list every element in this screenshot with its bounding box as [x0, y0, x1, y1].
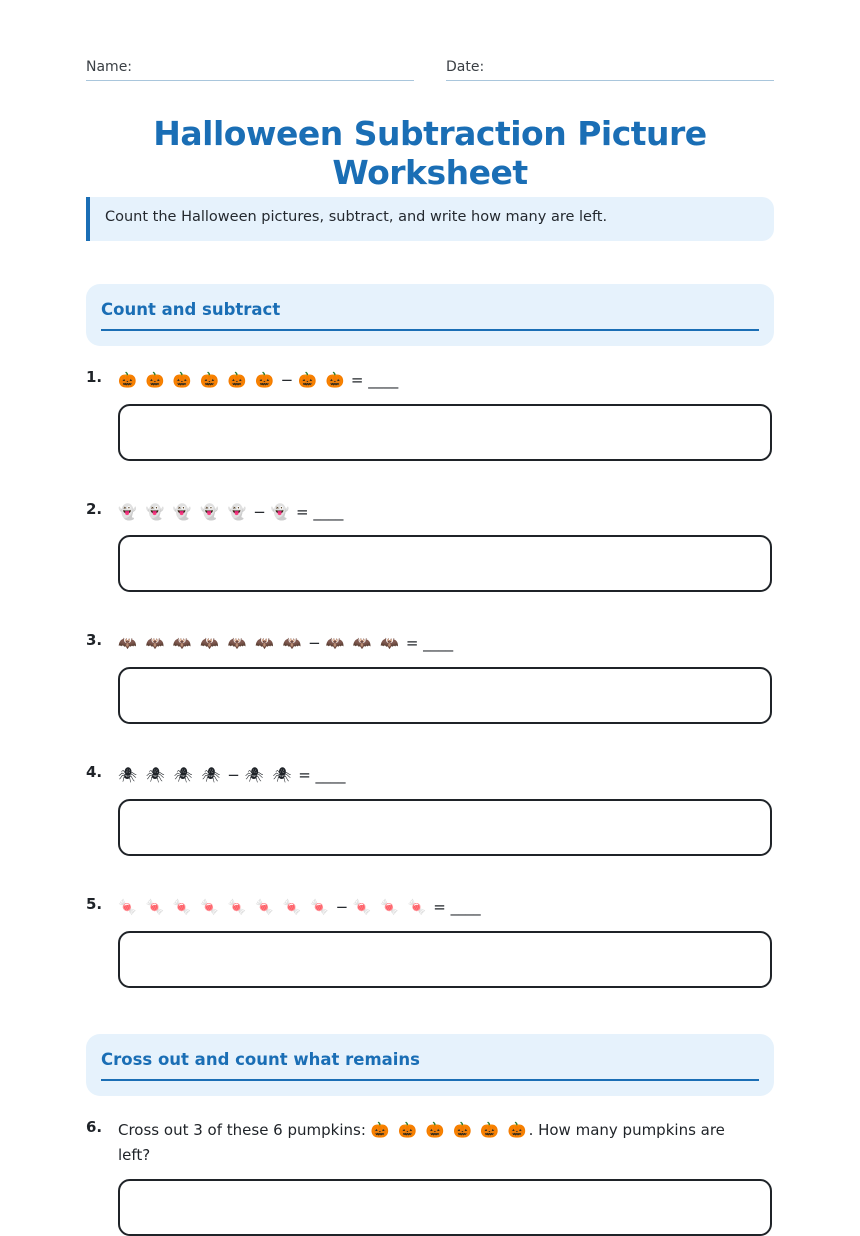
ghost-icons: 👻 👻 👻 👻 👻: [118, 503, 249, 521]
pumpkin-icons: 🎃 🎃 🎃 🎃 🎃 🎃: [370, 1121, 529, 1139]
question-prompt: [118, 500, 758, 525]
question-prompt: [118, 631, 758, 656]
question-number: 5.: [86, 895, 103, 913]
answer-box[interactable]: [118, 404, 772, 461]
section-title: Cross out and count what remains: [101, 1050, 420, 1069]
equals-blank: = ____: [346, 371, 399, 389]
name-field[interactable]: [86, 56, 414, 81]
candy-icons: 🍬 🍬 🍬: [352, 898, 429, 916]
candy-icons: 🍬 🍬 🍬 🍬 🍬 🍬 🍬 🍬: [118, 898, 331, 916]
question-prompt: [118, 895, 758, 920]
answer-box[interactable]: [118, 799, 772, 856]
pumpkin-icons: 🎃 🎃: [298, 371, 347, 389]
answer-box[interactable]: [118, 535, 772, 592]
question-prompt: [118, 1118, 748, 1168]
question-number: 2.: [86, 500, 103, 518]
equals-blank: = ____: [401, 634, 454, 652]
section-divider: [101, 329, 759, 331]
minus-sign: −: [222, 766, 245, 784]
spider-icons: 🕷 🕷: [244, 766, 294, 784]
header-fields: [86, 56, 774, 80]
question-number: 3.: [86, 631, 103, 649]
equals-blank: = ____: [428, 898, 481, 916]
date-field[interactable]: [446, 56, 774, 81]
pumpkin-icons: 🎃 🎃 🎃 🎃 🎃 🎃: [118, 371, 276, 389]
prompt-text-after: . How many pumpkins are left?: [118, 1121, 725, 1164]
answer-box[interactable]: [118, 1179, 772, 1236]
section-title: Count and subtract: [101, 300, 281, 319]
minus-sign: −: [248, 503, 271, 521]
equals-blank: = ____: [293, 766, 346, 784]
bat-icons: 🦇 🦇 🦇 🦇 🦇 🦇 🦇: [118, 634, 304, 652]
equals-blank: = ____: [291, 503, 344, 521]
minus-sign: −: [275, 371, 299, 389]
minus-sign: −: [303, 634, 326, 652]
section-divider: [101, 1079, 759, 1081]
instructions-box: [86, 197, 774, 241]
answer-box[interactable]: [118, 667, 772, 724]
spider-icons: 🕷 🕷 🕷 🕷: [118, 766, 223, 784]
prompt-text-before: Cross out 3 of these 6 pumpkins:: [118, 1121, 371, 1139]
bat-icons: 🦇 🦇 🦇: [325, 634, 402, 652]
page-title: Halloween Subtraction Picture Worksheet: [153, 114, 707, 192]
question-number: 1.: [86, 368, 103, 386]
instructions-text: Count the Halloween pictures, subtract, and write how many are left.: [105, 209, 608, 225]
answer-box[interactable]: [118, 931, 772, 988]
name-label: Name:: [86, 59, 133, 75]
date-label: Date:: [446, 59, 485, 75]
minus-sign: −: [330, 898, 353, 916]
question-number: 4.: [86, 763, 103, 781]
section-count-and-subtract: [86, 284, 774, 346]
question-prompt: [118, 368, 758, 393]
section-cross-out: [86, 1034, 774, 1096]
question-prompt: [118, 763, 758, 788]
question-number: 6.: [86, 1118, 103, 1136]
ghost-icons: 👻: [270, 503, 292, 521]
